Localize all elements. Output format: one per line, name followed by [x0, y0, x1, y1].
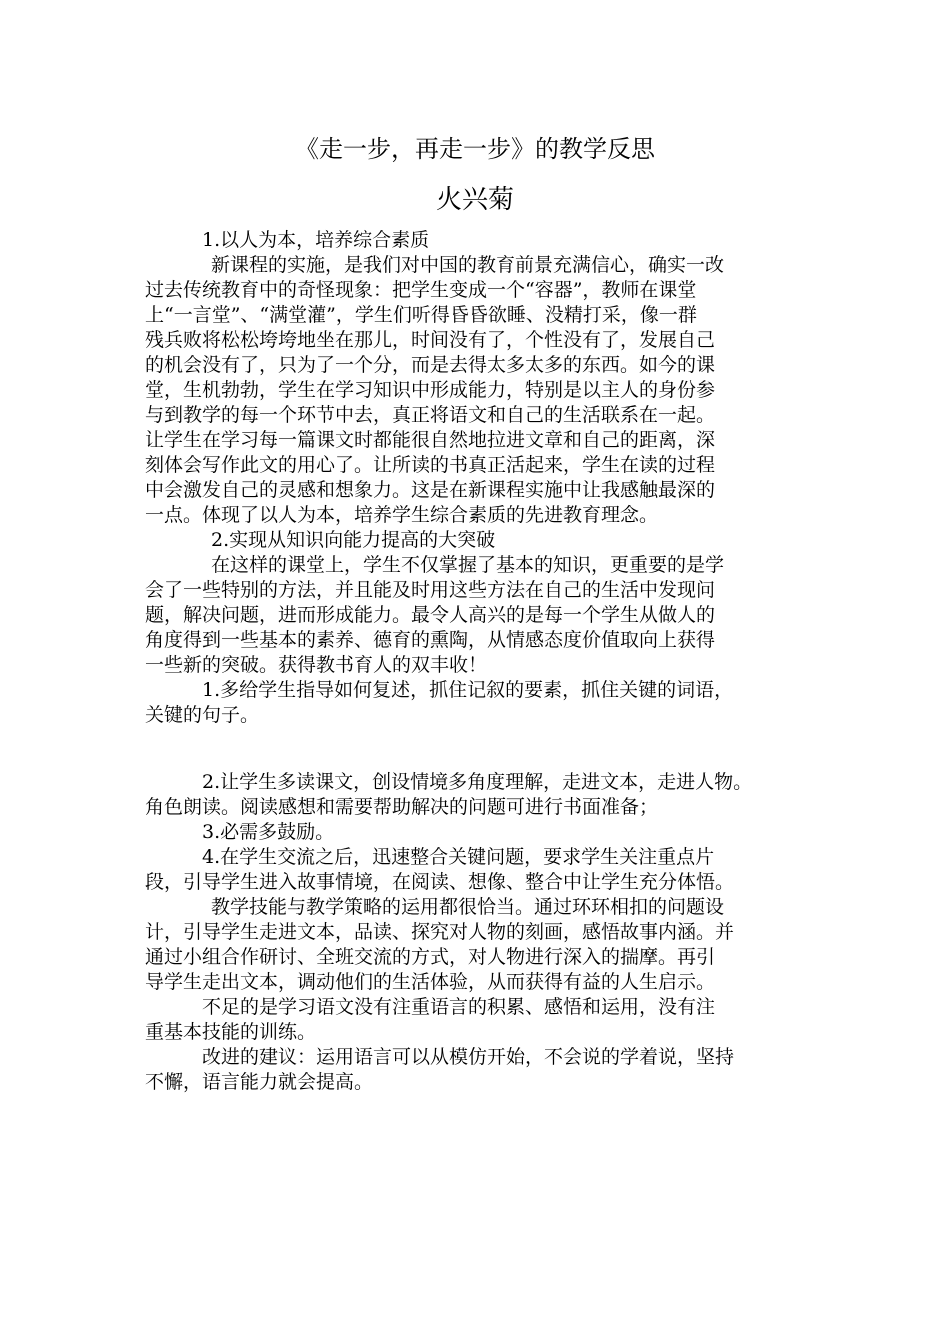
paragraph-line: 过去传统教育中的奇怪现象：把学生变成一个“容器”，教师在课堂 [145, 279, 697, 301]
paragraph-line: 改进的建议：运用语言可以从模仿开始，不会说的学着说，坚持 [202, 1046, 735, 1068]
paragraph-line: 在这样的课堂上，学生不仅掌握了基本的知识，更重要的是学 [211, 554, 725, 576]
paragraph-line: 上“一言堂”、“满堂灌”，学生们听得昏昏欲睡、没精打采，像一群 [145, 304, 697, 326]
paragraph-line: 新课程的实施，是我们对中国的教育前景充满信心，确实一改 [211, 254, 725, 276]
document-body [145, 228, 820, 1095]
list-item-2: 2.让学生多读课文，创设情境多角度理解，走进文本，走进人物。 [202, 771, 753, 793]
paragraph-line: 堂，生机勃勃，学生在学习知识中形成能力，特别是以主人的身份参 [145, 379, 716, 401]
paragraph-line: 的机会没有了，只为了一个分，而是去得太多太多的东西。如今的课 [145, 354, 716, 376]
list-item-3: 3.必需多鼓励。 [202, 821, 335, 843]
paragraph-line: 重基本技能的训练。 [145, 1021, 317, 1043]
paragraph-line: 中会激发自己的灵感和想象力。这是在新课程实施中让我感触最深的 [145, 479, 716, 501]
paragraph-line: 题，解决问题，进而形成能力。最令人高兴的是每一个学生从做人的 [145, 604, 716, 626]
paragraph-line: 关键的句子。 [145, 704, 260, 726]
paragraph-line: 通过小组合作研讨、全班交流的方式，对人物进行深入的揣摩。再引 [145, 946, 716, 968]
paragraph-line: 一点。体现了以人为本，培养学生综合素质的先进教育理念。 [145, 504, 659, 526]
document-title: 《走一步，再走一步》的教学反思 [295, 135, 655, 163]
paragraph-line: 刻体会写作此文的用心了。让所读的书真正活起来，学生在读的过程 [145, 454, 716, 476]
blank-line [145, 728, 820, 770]
paragraph-line: 段，引导学生进入故事情境，在阅读、想像、整合中让学生充分体悟。 [145, 871, 735, 893]
paragraph-line: 与到教学的每一个环节中去，真正将语文和自己的生活联系在一起。 [145, 404, 716, 426]
section-heading-2: 2.实现从知识向能力提高的大突破 [211, 529, 496, 551]
author-name: 火兴菊 [435, 185, 514, 215]
paragraph-line: 不足的是学习语文没有注重语言的积累、感悟和运用，没有注 [202, 996, 716, 1018]
paragraph-line: 会了一些特别的方法，并且能及时用这些方法在自己的生活中发现问 [145, 579, 716, 601]
paragraph-line: 教学技能与教学策略的运用都很恰当。通过环环相扣的问题设 [211, 896, 725, 918]
paragraph-line: 角度得到一些基本的素养、德育的熏陶，从情感态度价值取向上获得 [145, 629, 716, 651]
section-heading-1: 1.以人为本，培养综合素质 [202, 229, 430, 251]
paragraph-line: 计，引导学生走进文本，品读、探究对人物的刻画，感悟故事内涵。并 [145, 921, 735, 943]
paragraph-line: 导学生走出文本，调动他们的生活体验，从而获得有益的人生启示。 [145, 971, 716, 993]
paragraph-line: 角色朗读。阅读感想和需要帮助解决的问题可进行书面准备； [145, 796, 659, 818]
list-item-4: 4.在学生交流之后，迅速整合关键问题，要求学生关注重点片 [202, 846, 715, 868]
list-item-1: 1.多给学生指导如何复述，抓住记叙的要素，抓住关键的词语， [202, 679, 734, 701]
paragraph-line: 残兵败将松松垮垮地坐在那儿，时间没有了，个性没有了，发展自己 [145, 329, 716, 351]
paragraph-line: 不懈，语言能力就会提高。 [145, 1071, 374, 1093]
paragraph-line: 一些新的突破。获得教书育人的双丰收！ [145, 654, 488, 676]
paragraph-line: 让学生在学习每一篇课文时都能很自然地拉进文章和自己的距离，深 [145, 429, 716, 451]
